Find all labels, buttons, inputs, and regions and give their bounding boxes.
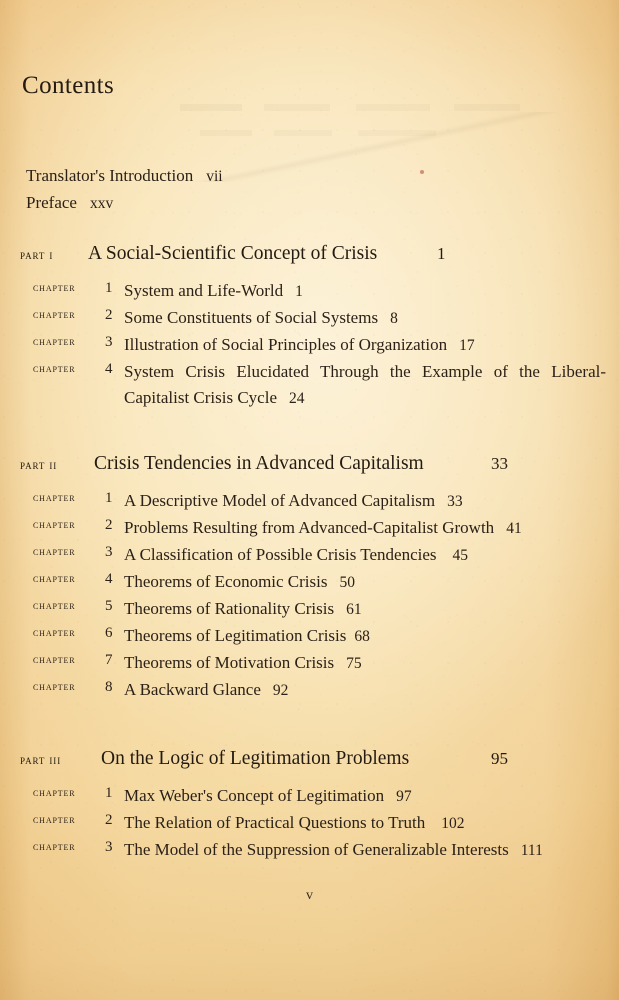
chapter-entry[interactable] [0, 332, 619, 359]
part-heading[interactable] [0, 748, 619, 775]
chapter-page-number: 8 [390, 310, 398, 327]
chapter-title: Theorems of Motivation Crisis [124, 653, 335, 672]
part-label: part ii [20, 457, 58, 472]
chapter-title: Max Weber's Concept of Legitimation [124, 786, 385, 805]
chapter-title: A Descriptive Model of Advanced Capitalism [124, 491, 436, 510]
part-title: A Social-Scientific Concept of Crisis [88, 243, 378, 264]
chapter-number: 3 [105, 544, 113, 560]
chapter-entry[interactable] [0, 677, 619, 704]
front-matter-entry[interactable] [26, 190, 223, 217]
chapter-body [124, 623, 516, 650]
part-section-2 [0, 453, 619, 704]
chapter-entry[interactable] [0, 810, 619, 837]
part-page-number: 1 [437, 244, 446, 263]
show-through-text-ghost [180, 100, 600, 160]
chapter-number: 3 [105, 839, 113, 855]
chapter-label: chapter [33, 492, 76, 504]
chapter-label: chapter [33, 841, 76, 853]
chapter-title: The Model of the Suppression of Generalizable Interests [124, 840, 509, 859]
chapter-entry[interactable] [0, 783, 619, 810]
part-heading[interactable] [0, 243, 619, 270]
chapter-number: 8 [105, 679, 113, 695]
chapter-number: 6 [105, 625, 113, 641]
chapter-title: Some Constituents of Social Systems [124, 308, 379, 327]
red-ink-speck [420, 170, 424, 174]
show-through-text-ghost-secondary [200, 128, 580, 158]
chapter-number: 4 [105, 361, 113, 377]
chapter-entry[interactable] [0, 650, 619, 677]
part-title: On the Logic of Legitimation Problems [101, 748, 410, 769]
chapter-title: A Classification of Possible Crisis Tendencies [124, 545, 437, 564]
chapter-body [124, 650, 516, 677]
chapter-entry[interactable] [0, 569, 619, 596]
chapter-page-number: 75 [346, 655, 362, 672]
chapter-entry[interactable] [0, 515, 619, 542]
chapter-page-number: 92 [272, 682, 289, 699]
chapter-number: 2 [105, 517, 113, 533]
chapter-body [124, 569, 516, 596]
chapter-body [124, 332, 516, 359]
chapter-page-number: 97 [396, 788, 412, 805]
chapter-label: chapter [33, 681, 76, 693]
part-label: part iii [20, 752, 62, 767]
chapter-body [124, 783, 516, 810]
chapter-page-number: 45 [452, 547, 468, 564]
chapter-page-number: 111 [520, 842, 543, 859]
chapter-list [0, 278, 619, 412]
front-matter-entry[interactable] [26, 163, 223, 190]
chapter-entry[interactable] [0, 596, 619, 623]
front-matter-page: xxv [89, 195, 114, 212]
chapter-page-number: 102 [441, 815, 465, 832]
chapter-entry[interactable] [0, 359, 619, 412]
chapter-entry[interactable] [0, 305, 619, 332]
part-section-3 [0, 748, 619, 864]
chapter-page-number: 50 [339, 574, 355, 591]
chapter-body [124, 810, 516, 837]
chapter-body [124, 542, 516, 569]
part-section-1 [0, 243, 619, 412]
chapter-page-number: 1 [295, 283, 303, 300]
chapter-body [124, 305, 516, 332]
chapter-body [124, 488, 516, 515]
chapter-label: chapter [33, 814, 76, 826]
chapter-label: chapter [33, 309, 76, 321]
chapter-page-number: 41 [506, 520, 522, 537]
chapter-number: 4 [105, 571, 113, 587]
chapter-title: System and Life-World [124, 281, 284, 300]
chapter-label: chapter [33, 573, 76, 585]
chapter-title: A Backward Glance [124, 680, 261, 699]
chapter-body [124, 515, 606, 542]
chapter-page-number: 24 [289, 390, 305, 407]
chapter-entry[interactable] [0, 488, 619, 515]
chapter-list [0, 783, 619, 864]
folio-page-number: v [306, 888, 313, 903]
chapter-label: chapter [33, 600, 76, 612]
chapter-number: 1 [105, 490, 113, 506]
chapter-title: Problems Resulting from Advanced-Capitalist Growth [124, 518, 495, 537]
chapter-label: chapter [33, 519, 76, 531]
part-label: part i [20, 247, 54, 262]
chapter-page-number: 17 [459, 337, 475, 354]
chapter-page-number: 68 [354, 628, 370, 645]
chapter-number: 1 [105, 280, 113, 296]
front-matter-title: Translator's Introduction [26, 166, 194, 185]
chapter-label: chapter [33, 787, 76, 799]
chapter-body [124, 596, 516, 623]
chapter-number: 2 [105, 307, 113, 323]
part-heading[interactable] [0, 453, 619, 480]
chapter-entry[interactable] [0, 278, 619, 305]
chapter-body [124, 837, 606, 864]
part-title: Crisis Tendencies in Advanced Capitalism [94, 453, 424, 474]
chapter-label: chapter [33, 627, 76, 639]
chapter-list [0, 488, 619, 704]
front-matter-title: Preface [26, 193, 77, 212]
chapter-number: 5 [105, 598, 113, 614]
chapter-entry[interactable] [0, 623, 619, 650]
part-page-number: 33 [491, 454, 508, 473]
front-matter-page: vii [206, 168, 223, 185]
chapter-number: 2 [105, 812, 113, 828]
chapter-number: 7 [105, 652, 113, 668]
part-page-number: 95 [491, 749, 508, 768]
chapter-page-number: 61 [346, 601, 362, 618]
chapter-body [124, 278, 516, 305]
chapter-title: Illustration of Social Principles of Organization [124, 335, 448, 354]
chapter-title: Theorems of Rationality Crisis [124, 599, 335, 618]
chapter-title: The Relation of Practical Questions to Truth [124, 813, 426, 832]
chapter-label: chapter [33, 363, 76, 375]
chapter-body [124, 677, 516, 704]
chapter-label: chapter [33, 654, 76, 666]
chapter-body [124, 359, 606, 412]
chapter-page-number: 33 [447, 493, 463, 510]
chapter-label: chapter [33, 546, 76, 558]
chapter-title: Theorems of Economic Crisis [124, 572, 328, 591]
front-matter-list [26, 163, 223, 217]
chapter-entry[interactable] [0, 837, 619, 864]
chapter-entry[interactable] [0, 542, 619, 569]
chapter-label: chapter [33, 336, 76, 348]
chapter-label: chapter [33, 282, 76, 294]
chapter-number: 3 [105, 334, 113, 350]
chapter-title: Theorems of Legitimation Crisis [124, 626, 347, 645]
chapter-number: 1 [105, 785, 113, 801]
page-title: Contents [22, 72, 115, 99]
chapter-title: System Crisis Elucidated Through the Example of the Liberal-Capitalist Crisis Cycle [124, 362, 606, 407]
